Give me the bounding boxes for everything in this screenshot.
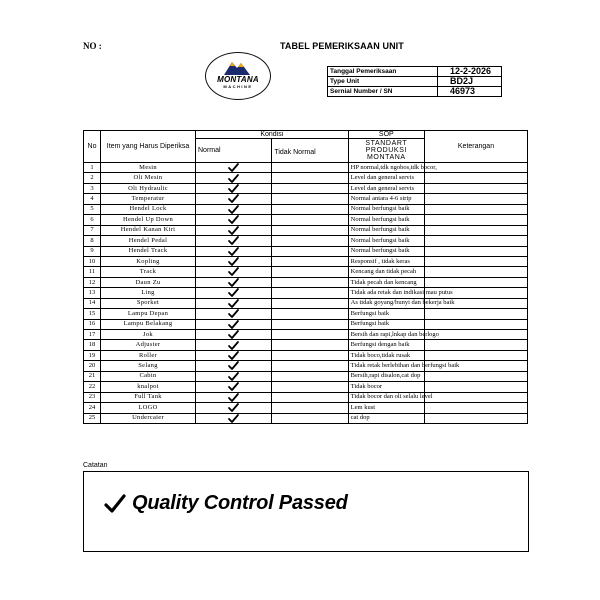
row-item: Hendel Kanan Kiri: [101, 225, 196, 235]
row-number: 21: [84, 371, 101, 381]
row-keterangan: [425, 163, 528, 173]
check-icon: [228, 267, 239, 276]
tidak-normal-cell: [272, 277, 348, 287]
row-keterangan: [425, 350, 528, 360]
row-standard: Bersih dan rapi,lnkap dan berlogo: [348, 330, 424, 340]
row-item: Hendel Pedal: [101, 236, 196, 246]
tidak-normal-cell: [272, 288, 348, 298]
row-standard: HP normal,tdk ngobos,tdk bocor,: [348, 163, 424, 173]
tidak-normal-cell: [272, 319, 348, 329]
row-item: Roller: [101, 350, 196, 360]
check-icon: [228, 163, 239, 172]
row-keterangan: [425, 183, 528, 193]
row-number: 25: [84, 413, 101, 423]
info-value: 46973: [438, 87, 502, 97]
normal-cell: [196, 371, 272, 381]
table-row: [84, 215, 528, 225]
table-row: [84, 183, 528, 193]
row-keterangan: [425, 309, 528, 319]
normal-cell: [196, 204, 272, 214]
check-icon: [228, 247, 239, 256]
table-row: [84, 340, 528, 350]
row-number: 3: [84, 183, 101, 193]
row-standard: Berfungsi baik: [348, 319, 424, 329]
row-standard: Tidak pecah dan kencang: [348, 277, 424, 287]
header-sop: SOP: [348, 131, 424, 139]
tidak-normal-cell: [272, 246, 348, 256]
row-number: 10: [84, 256, 101, 266]
check-icon: [228, 341, 239, 350]
normal-cell: [196, 403, 272, 413]
row-item: Hendel Up Down: [101, 215, 196, 225]
check-icon: [228, 236, 239, 245]
row-keterangan: [425, 194, 528, 204]
table-row: [84, 319, 528, 329]
row-number: 5: [84, 204, 101, 214]
row-number: 4: [84, 194, 101, 204]
row-number: 22: [84, 382, 101, 392]
table-row: [84, 298, 528, 308]
unit-info-table: [327, 66, 502, 97]
checkmark-icon: [104, 494, 126, 514]
montana-logo: [205, 52, 271, 100]
row-standard: As tidak goyang/bunyi dan bekerja baik: [348, 298, 424, 308]
row-standard: Level dan general servis: [348, 183, 424, 193]
normal-cell: [196, 392, 272, 402]
check-icon: [228, 403, 239, 412]
table-row: [84, 256, 528, 266]
tidak-normal-cell: [272, 267, 348, 277]
header-normal: Normal: [196, 139, 272, 163]
row-standard: cat dop: [348, 413, 424, 423]
normal-cell: [196, 298, 272, 308]
check-icon: [228, 184, 239, 193]
check-icon: [228, 320, 239, 329]
normal-cell: [196, 236, 272, 246]
table-row: [84, 236, 528, 246]
check-icon: [228, 393, 239, 402]
row-standard: Tidak bocor: [348, 382, 424, 392]
check-icon: [228, 194, 239, 203]
normal-cell: [196, 288, 272, 298]
normal-cell: [196, 277, 272, 287]
info-label: Tanggal Pemeriksaan: [328, 67, 438, 77]
row-number: 2: [84, 173, 101, 183]
logo-brand: MONTANA: [217, 75, 259, 84]
check-icon: [228, 226, 239, 235]
header-keterangan: Keterangan: [425, 131, 528, 163]
row-number: 1: [84, 163, 101, 173]
tidak-normal-cell: [272, 204, 348, 214]
row-item: Jok: [101, 330, 196, 340]
table-row: [84, 309, 528, 319]
check-icon: [228, 372, 239, 381]
check-icon: [228, 215, 239, 224]
row-number: 18: [84, 340, 101, 350]
row-number: 15: [84, 309, 101, 319]
normal-cell: [196, 309, 272, 319]
row-number: 23: [84, 392, 101, 402]
normal-cell: [196, 382, 272, 392]
row-number: 9: [84, 246, 101, 256]
check-icon: [228, 288, 239, 297]
row-standard: Normal berfungsi baik: [348, 236, 424, 246]
row-standard: Kencang dan tidak pecah: [348, 267, 424, 277]
header-no: No: [84, 131, 101, 163]
tidak-normal-cell: [272, 194, 348, 204]
normal-cell: [196, 267, 272, 277]
row-number: 14: [84, 298, 101, 308]
row-standard: Normal berfungsi baik: [348, 215, 424, 225]
row-keterangan: [425, 173, 528, 183]
row-number: 11: [84, 267, 101, 277]
normal-cell: [196, 330, 272, 340]
tidak-normal-cell: [272, 413, 348, 423]
row-keterangan: [425, 204, 528, 214]
row-number: 16: [84, 319, 101, 329]
row-keterangan: [425, 340, 528, 350]
row-standard: Tidak retak berlebihan dan berfungsi baik: [348, 361, 424, 371]
normal-cell: [196, 183, 272, 193]
row-number: 17: [84, 330, 101, 340]
row-keterangan: [425, 267, 528, 277]
row-item: Hendel Track: [101, 246, 196, 256]
row-item: Lampu Depan: [101, 309, 196, 319]
check-icon: [228, 299, 239, 308]
row-standard: Tidak ada retak dan indikasi mau putus: [348, 288, 424, 298]
tidak-normal-cell: [272, 392, 348, 402]
tidak-normal-cell: [272, 340, 348, 350]
tidak-normal-cell: [272, 350, 348, 360]
row-item: Undercaier: [101, 413, 196, 423]
row-item: knalpot: [101, 382, 196, 392]
row-keterangan: [425, 225, 528, 235]
qc-status: [104, 492, 348, 515]
row-keterangan: [425, 403, 528, 413]
row-item: Temperatur: [101, 194, 196, 204]
check-icon: [228, 361, 239, 370]
normal-cell: [196, 215, 272, 225]
tidak-normal-cell: [272, 256, 348, 266]
table-row: [84, 225, 528, 235]
header-standart: STANDART PRODUKSI MONTANA: [365, 140, 408, 161]
normal-cell: [196, 319, 272, 329]
row-item: Selang: [101, 361, 196, 371]
tidak-normal-cell: [272, 403, 348, 413]
table-row: [84, 163, 528, 173]
row-standard: Normal berfungsi baik: [348, 225, 424, 235]
check-icon: [228, 174, 239, 183]
table-row: [84, 288, 528, 298]
table-row: [84, 330, 528, 340]
check-icon: [228, 257, 239, 266]
table-row: [84, 382, 528, 392]
row-item: Oli Hydraulic: [101, 183, 196, 193]
header-item: Item yang Harus Diperiksa: [101, 131, 196, 163]
table-row: [84, 371, 528, 381]
row-keterangan: [425, 392, 528, 402]
qc-status-text: Quality Control Passed: [132, 492, 348, 514]
info-row: [328, 87, 502, 97]
table-row: [84, 194, 528, 204]
table-row: [84, 413, 528, 423]
info-label: Sernial Number / SN: [328, 87, 438, 97]
normal-cell: [196, 225, 272, 235]
row-number: 19: [84, 350, 101, 360]
row-number: 7: [84, 225, 101, 235]
header-tidak-normal: Tidak Normal: [274, 148, 316, 156]
check-icon: [228, 309, 239, 318]
row-standard: Normal berfungsi baik: [348, 204, 424, 214]
no-label: NO :: [83, 41, 102, 51]
table-row: [84, 361, 528, 371]
row-keterangan: [425, 246, 528, 256]
page-title: TABEL PEMERIKSAAN UNIT: [280, 41, 404, 51]
table-row: [84, 246, 528, 256]
row-number: 13: [84, 288, 101, 298]
notes-box: [83, 471, 529, 552]
logo-sub: MACHINE: [223, 84, 253, 89]
table-row: [84, 350, 528, 360]
row-number: 12: [84, 277, 101, 287]
normal-cell: [196, 194, 272, 204]
info-value: BD2J: [438, 77, 502, 87]
table-row: [84, 403, 528, 413]
normal-cell: [196, 340, 272, 350]
normal-cell: [196, 361, 272, 371]
table-row: [84, 267, 528, 277]
row-keterangan: [425, 371, 528, 381]
header-kondisi: Kondisi: [196, 131, 349, 139]
row-item: Kopling: [101, 256, 196, 266]
normal-cell: [196, 246, 272, 256]
info-row: [328, 77, 502, 87]
tidak-normal-cell: [272, 371, 348, 381]
row-standard: Berfungsi dengan baik: [348, 340, 424, 350]
row-item: Oli Mesin: [101, 173, 196, 183]
row-item: Ling: [101, 288, 196, 298]
header-standart-cell: [348, 139, 424, 163]
row-number: 24: [84, 403, 101, 413]
row-standard: Bersih,rapi disalon,cat dop: [348, 371, 424, 381]
row-keterangan: [425, 256, 528, 266]
tidak-normal-cell: [272, 236, 348, 246]
table-row: [84, 392, 528, 402]
row-item: Lampu Belakang: [101, 319, 196, 329]
tidak-normal-cell: [272, 298, 348, 308]
tidak-normal-cell: [272, 330, 348, 340]
check-icon: [228, 278, 239, 287]
row-keterangan: [425, 215, 528, 225]
row-item: Cabin: [101, 371, 196, 381]
row-standard: Lem kust: [348, 403, 424, 413]
row-number: 20: [84, 361, 101, 371]
table-row: [84, 204, 528, 214]
tidak-normal-cell: [272, 183, 348, 193]
row-item: Hendel Lock: [101, 204, 196, 214]
row-keterangan: [425, 277, 528, 287]
normal-cell: [196, 350, 272, 360]
row-standard: Responsif , tidak keras: [348, 256, 424, 266]
row-item: Adjuster: [101, 340, 196, 350]
normal-cell: [196, 163, 272, 173]
info-value: 12-2-2026: [438, 67, 502, 77]
inspection-rows: [84, 163, 528, 424]
row-keterangan: [425, 330, 528, 340]
info-label: Type Unit: [328, 77, 438, 87]
check-icon: [228, 351, 239, 360]
row-keterangan: [425, 382, 528, 392]
tidak-normal-cell: [272, 225, 348, 235]
inspection-table: [83, 130, 528, 424]
row-standard: Tidak boco,tidak rusak: [348, 350, 424, 360]
tidak-normal-cell: [272, 361, 348, 371]
info-row: [328, 67, 502, 77]
table-row: [84, 173, 528, 183]
row-keterangan: [425, 319, 528, 329]
row-standard: Normal antara 4-6 strip: [348, 194, 424, 204]
row-item: Daun Zu: [101, 277, 196, 287]
row-standard: Normal berfungsi baik: [348, 246, 424, 256]
row-item: Mesin: [101, 163, 196, 173]
tidak-normal-cell: [272, 163, 348, 173]
check-icon: [228, 382, 239, 391]
tidak-normal-cell: [272, 215, 348, 225]
normal-cell: [196, 413, 272, 423]
table-row: [84, 277, 528, 287]
check-icon: [228, 414, 239, 423]
row-standard: Level dan general servis: [348, 173, 424, 183]
tidak-normal-cell: [272, 382, 348, 392]
normal-cell: [196, 173, 272, 183]
row-item: Track: [101, 267, 196, 277]
tidak-normal-cell: [272, 309, 348, 319]
row-item: Sporket: [101, 298, 196, 308]
row-standard: Berfungsi baik: [348, 309, 424, 319]
header-tidak-normal-cell: [272, 139, 348, 163]
row-keterangan: [425, 413, 528, 423]
row-item: Full Tank: [101, 392, 196, 402]
notes-label: Catatan: [83, 462, 108, 469]
tidak-normal-cell: [272, 173, 348, 183]
row-keterangan: [425, 236, 528, 246]
row-standard: Tidak bocor dan oli selalu level: [348, 392, 424, 402]
row-number: 6: [84, 215, 101, 225]
check-icon: [228, 205, 239, 214]
row-number: 8: [84, 236, 101, 246]
check-icon: [228, 330, 239, 339]
row-item: LOGO: [101, 403, 196, 413]
normal-cell: [196, 256, 272, 266]
